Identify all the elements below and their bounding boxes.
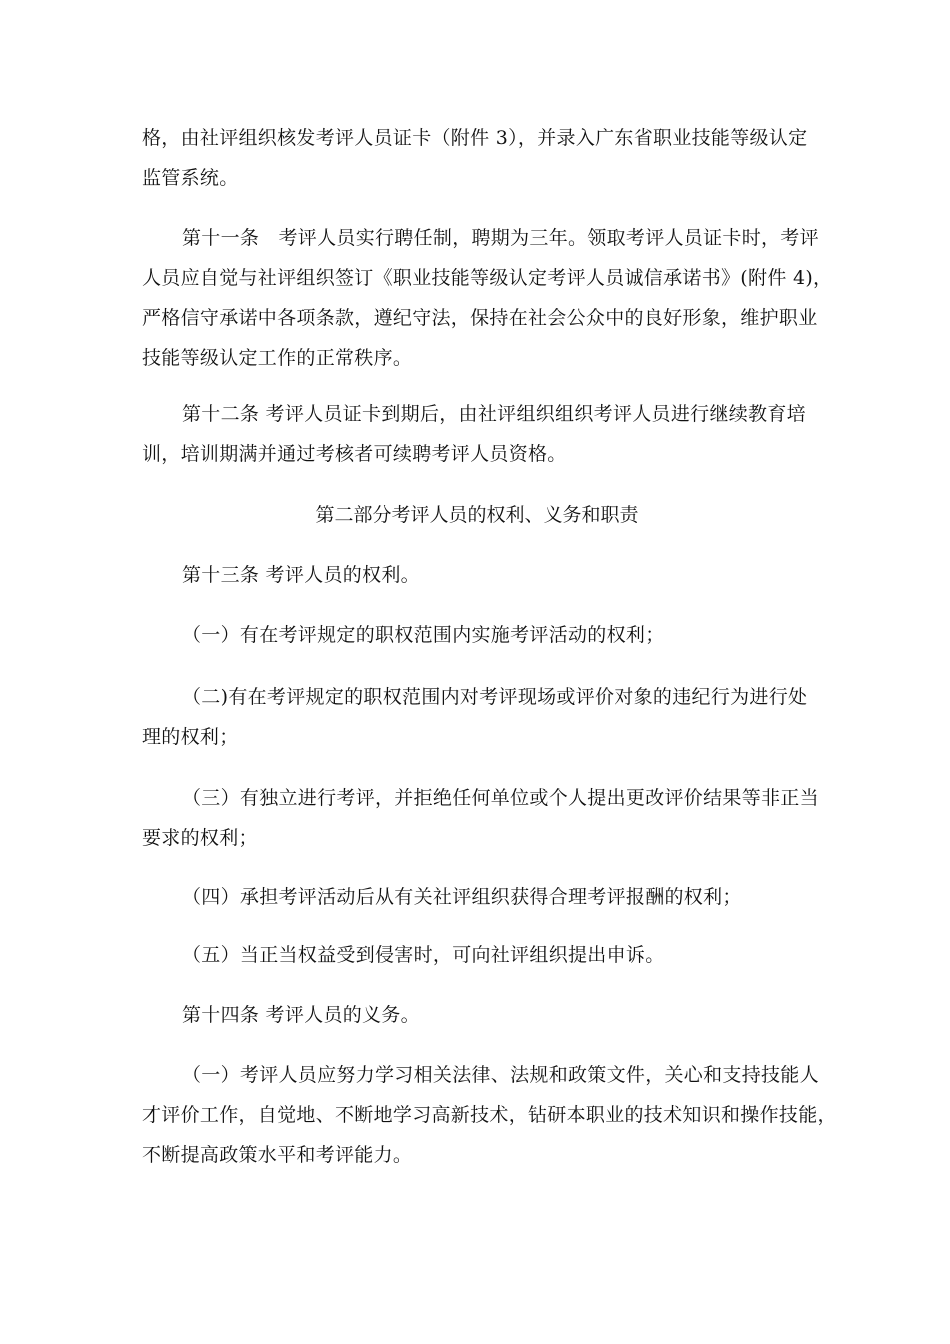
text-line: 训，培训期满并通过考核者可续聘考评人员资格。 (142, 443, 567, 465)
text-line: （四）承担考评活动后从有关社评组织获得合理考评报酬的权利； (182, 886, 742, 908)
article-11 (142, 218, 833, 378)
section-heading: 第二部分考评人员的权利、义务和职责 (315, 504, 639, 526)
text-line: 理的权利； (142, 726, 239, 748)
duties-item-1 (142, 1055, 837, 1175)
paragraph-continuation (142, 118, 812, 198)
text-line: 要求的权利； (142, 827, 258, 849)
rights-item-2 (142, 677, 812, 757)
text-line: 才评价工作，自觉地、不断地学习高新技术，钻研本职业的技术知识和操作技能， (142, 1104, 837, 1126)
article-12 (142, 394, 812, 474)
text-line: （五）当正当权益受到侵害时，可向社评组织提出申诉。 (182, 944, 665, 966)
text-line: 严格信守承诺中各项条款，遵纪守法，保持在社会公众中的良好形象，维护职业 (142, 307, 818, 329)
text-line: （一）考评人员应努力学习相关法律、法规和政策文件，关心和支持技能人 (182, 1064, 819, 1086)
text-line: 监管系统。 (142, 167, 239, 189)
text-line: （一）有在考评规定的职权范围内实施考评活动的权利； (182, 624, 665, 646)
article-14-title (142, 995, 812, 1035)
text-line: 第十四条 考评人员的义务。 (182, 1004, 420, 1026)
text-line: （二)有在考评规定的职权范围内对考评现场或评价对象的违纪行为进行处 (182, 686, 808, 708)
article-13-title (142, 555, 812, 595)
rights-item-4 (142, 877, 812, 917)
text-line: 格，由社评组织核发考评人员证卡（附件 3），并录入广东省职业技能等级认定 (142, 127, 808, 149)
text-line: （三）有独立进行考评，并拒绝任何单位或个人提出更改评价结果等非正当 (182, 787, 819, 809)
rights-item-3 (142, 778, 819, 858)
text-line: 第十二条 考评人员证卡到期后，由社评组织组织考评人员进行继续教育培 (182, 403, 806, 425)
text-line: 第十三条 考评人员的权利。 (182, 564, 420, 586)
rights-item-1 (142, 615, 812, 655)
text-line: 技能等级认定工作的正常秩序。 (142, 347, 413, 369)
text-line: 第十一条 考评人员实行聘任制，聘期为三年。领取考评人员证卡时，考评 (182, 227, 819, 249)
text-line: 人员应自觉与社评组织签订《职业技能等级认定考评人员诚信承诺书》(附件 4)， (142, 267, 833, 289)
rights-item-5 (142, 935, 812, 975)
text-line: 不断提高政策水平和考评能力。 (142, 1144, 413, 1166)
